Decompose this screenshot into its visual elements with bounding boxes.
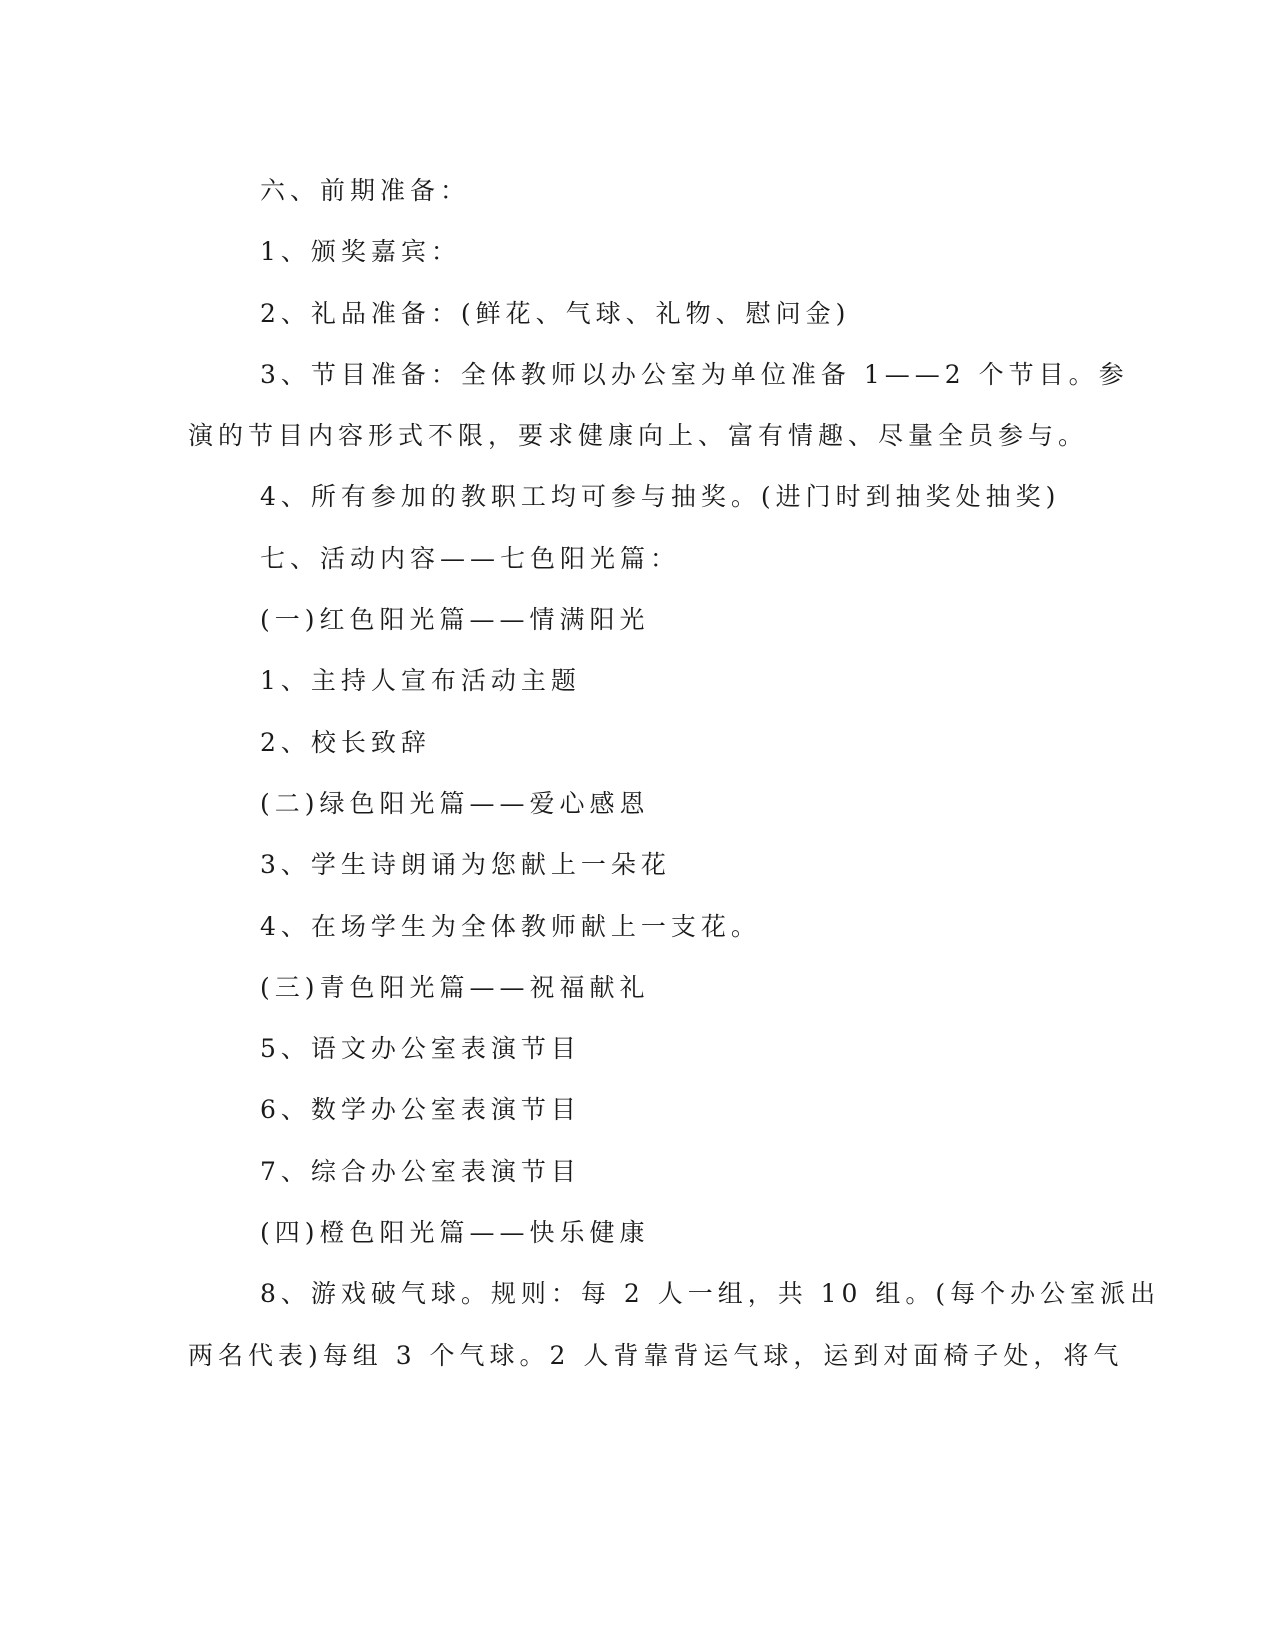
list-item: 2、礼品准备：(鲜花、气球、礼物、慰问金) [260,298,851,328]
list-item: 1、颁奖嘉宾： [260,237,461,267]
list-item: 3、学生诗朗诵为您献上一朵花 [260,850,671,880]
list-item: 4、在场学生为全体教师献上一支花。 [260,911,761,941]
list-item: 2、校长致辞 [260,727,431,757]
list-item: 6、数学办公室表演节目 [260,1095,581,1125]
section-heading-activities: 七、活动内容——七色阳光篇： [260,543,681,573]
section-heading-preparation: 六、前期准备： [260,176,471,205]
list-item: 1、主持人宣布活动主题 [260,666,581,696]
list-item: 5、语文办公室表演节目 [260,1034,581,1064]
subsection-heading-red: (一)红色阳光篇——情满阳光 [260,605,650,635]
list-item: 8、游戏破气球。规则：每 2 人一组，共 10 组。(每个办公室派出 [260,1279,1161,1309]
list-item: 4、所有参加的教职工均可参与抽奖。(进门时到抽奖处抽奖) [260,482,1061,512]
list-item-continuation: 演的节目内容形式不限，要求健康向上、富有情趣、尽量全员参与。 [188,421,1089,451]
document-body [188,160,1161,1386]
subsection-heading-orange: (四)橙色阳光篇——快乐健康 [260,1218,650,1248]
subsection-heading-green: (二)绿色阳光篇——爱心感恩 [260,788,650,818]
list-item: 3、节目准备：全体教师以办公室为单位准备 1——2 个节目。参 [260,359,1129,389]
list-item-continuation: 两名代表)每组 3 个气球。2 人背靠背运气球，运到对面椅子处，将气 [188,1340,1124,1370]
list-item: 7、综合办公室表演节目 [260,1156,581,1186]
subsection-heading-cyan: (三)青色阳光篇——祝福献礼 [260,972,650,1002]
